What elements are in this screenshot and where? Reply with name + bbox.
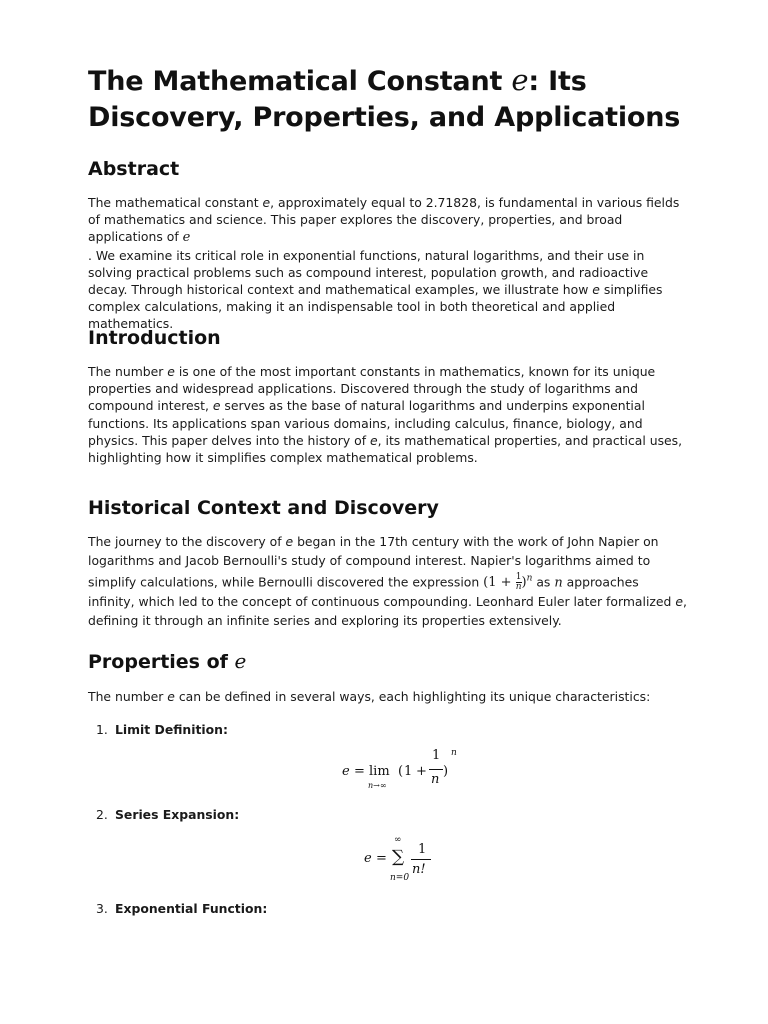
properties-intro: The number e can be defined in several ways, each highlighting its unique characteristics: bbox=[88, 689, 651, 704]
bernoulli-expression: (1 + $\frac{1}{n}$ )$^n$ bbox=[483, 572, 533, 593]
introduction-heading: Introduction bbox=[88, 327, 221, 349]
symbol-e: e bbox=[212, 398, 221, 414]
symbol-e: e bbox=[167, 689, 175, 704]
paper-title bbox=[88, 62, 698, 136]
symbol-n: n bbox=[554, 575, 563, 591]
symbol-e: e bbox=[182, 230, 191, 246]
equation-series-expansion: e = ∞ ∑ n=0 1 n! bbox=[364, 835, 444, 889]
list-item-label: Series Expansion: bbox=[115, 807, 240, 822]
list-item: 3. Exponential Function: bbox=[96, 901, 268, 916]
symbol-e: e bbox=[262, 195, 271, 210]
symbol-e: e bbox=[370, 432, 378, 448]
history-heading: Historical Context and Discovery bbox=[88, 497, 439, 519]
symbol-e: e bbox=[592, 282, 600, 298]
symbol-e: e bbox=[285, 534, 294, 549]
heading-symbol-e: e bbox=[234, 649, 247, 673]
list-item: 2. Series Expansion: bbox=[96, 807, 240, 822]
title-text: The Mathematical Constant bbox=[88, 66, 512, 97]
introduction-paragraph: The number e is one of the most important constants in mathematics, known for its unique properties and widespread applications. Discovered through the study of logarithms and compound interest, e serves as the base of natural logarithms and underpins exponential functions. Its applications span various domains, including calculus, finance, biology, and physics. This paper delves into the history of e, its mathematical properties, and practical uses, highlighting how it simplifies complex mathematical problems. bbox=[88, 364, 683, 466]
equation-limit-definition: e = lim n→∞ ( 1 + 1 n ) n bbox=[342, 748, 457, 790]
symbol-e: e bbox=[167, 364, 175, 379]
list-item: 1. Limit Definition: bbox=[96, 722, 228, 737]
history-paragraph: The journey to the discovery of e began in the 17th century with the work of John Napier on logarithms and Jacob Bernoulli's study of compound interest. Napier's logarithms aimed to simplify calculations, while Bernoulli discovered the expression (1 + $\frac{1}{n}$ )$^n$ as n approaches infinity, which led to the concept of continuous compounding. Leonhard Euler later formalized e, defining it through an infinite series and exploring its properties extensively. bbox=[88, 534, 687, 629]
list-item-label: Limit Definition: bbox=[115, 722, 228, 737]
title-text-rest: : Its Discovery, Properties, and Applications bbox=[88, 66, 681, 133]
list-item-label: Exponential Function: bbox=[115, 901, 268, 916]
symbol-e: e bbox=[675, 594, 683, 610]
properties-heading: Properties of e bbox=[88, 649, 247, 673]
title-symbol-e: e bbox=[511, 63, 529, 97]
abstract-heading: Abstract bbox=[88, 158, 180, 180]
abstract-paragraph: The mathematical constant e, approximately equal to 2.71828, is fundamental in various fields of mathematics and science. This paper explores the discovery, properties, and broad applications of e . We examine its critical role in exponential functions, natural logarithms, and their use in solving practical problems such as compound interest, population growth, and radioactive decay. Through historical context and mathematical examples, we illustrate how e simplifies complex calculations, making it an indispensable tool in both theoretical and applied mathematics. bbox=[88, 195, 680, 332]
